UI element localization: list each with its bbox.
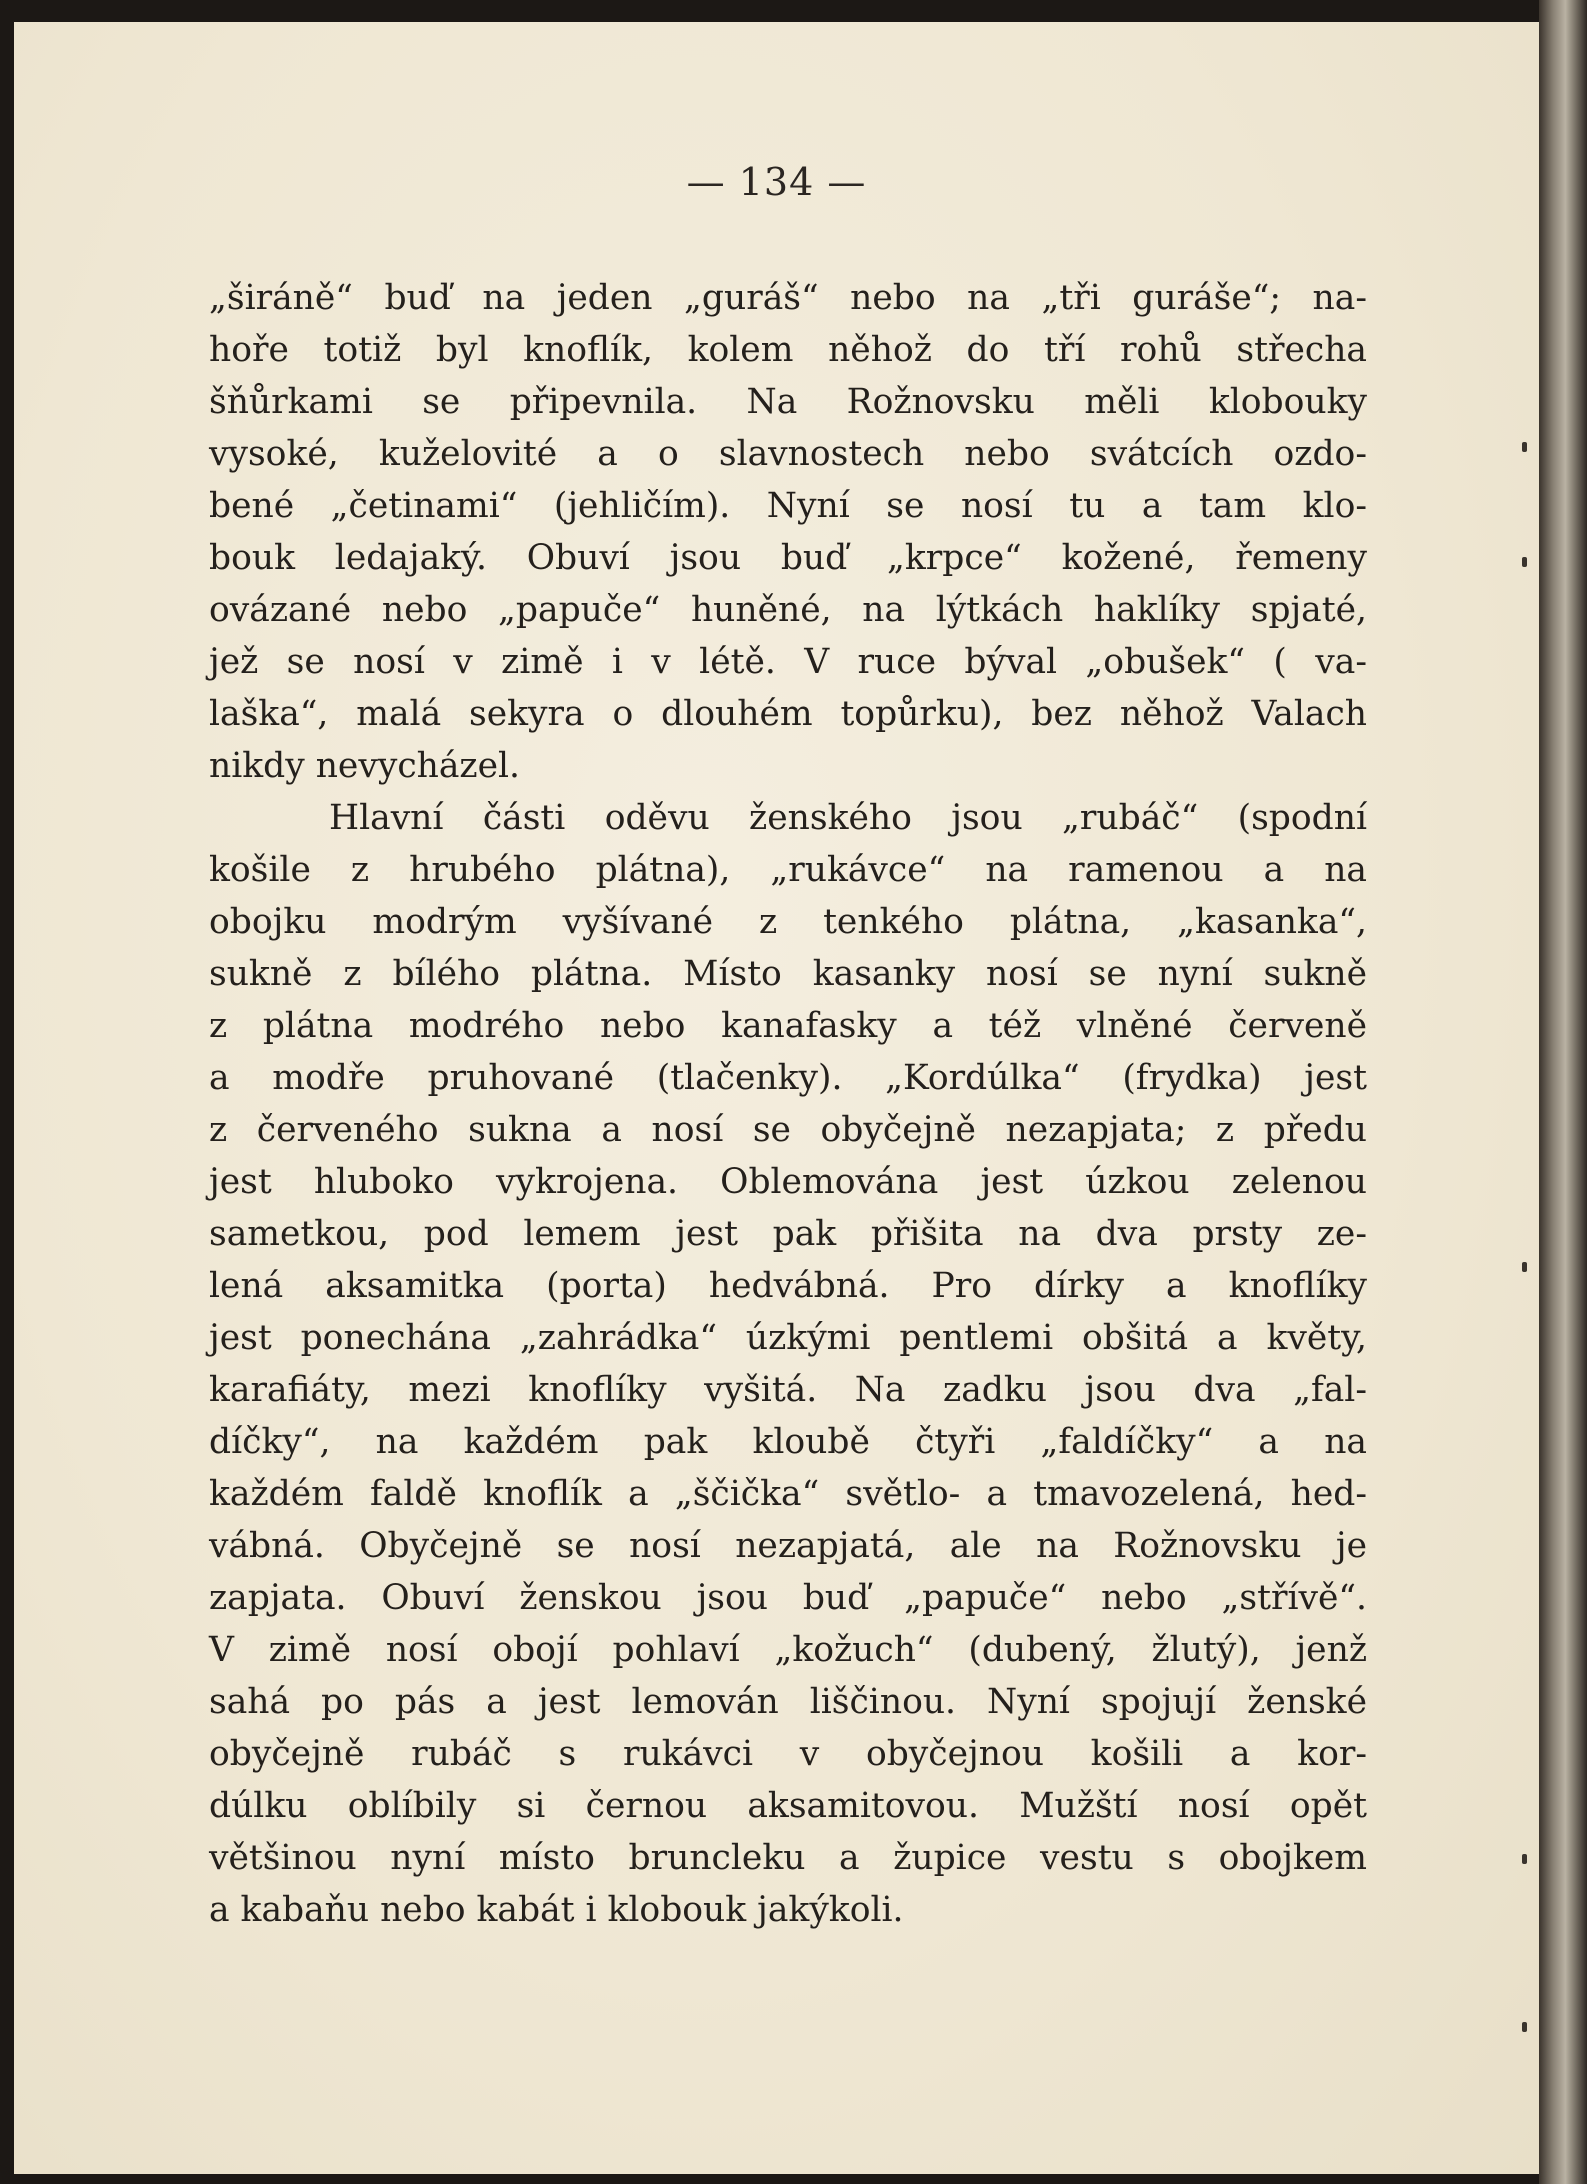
- text-line: obyčejně rubáč s rukávci v obyčejnou košili a kor-: [209, 1734, 1367, 1774]
- text-line: jest hluboko vykrojena. Oblemována jest úzkou zelenou: [209, 1162, 1367, 1202]
- scan-speck: [1522, 1262, 1527, 1272]
- text-line: jest ponechána „zahrádka“ úzkými pentlemi obšitá a květy,: [209, 1318, 1367, 1358]
- text-line: a modře pruhované (tlačenky). „Kordúlka“ (frydka) jest: [209, 1058, 1367, 1098]
- text-line: laška“, malá sekyra o dlouhém topůrku), bez něhož Valach: [209, 694, 1367, 734]
- text-line: většinou nyní místo bruncleku a župice vestu s obojkem: [209, 1838, 1367, 1878]
- text-line: sametkou, pod lemem jest pak přišita na dva prsty ze-: [209, 1214, 1367, 1254]
- text-line: díčky“, na každém pak kloubě čtyři „faldíčky“ a na: [209, 1422, 1367, 1462]
- text-line: bené „četinami“ (jehličím). Nyní se nosí tu a tam klo-: [209, 486, 1367, 526]
- body-text: [209, 272, 1367, 1936]
- text-line: lená aksamitka (porta) hedvábná. Pro dírky a knoflíky: [209, 1266, 1367, 1306]
- text-line: košile z hrubého plátna), „rukávce“ na ramenou a na: [209, 850, 1367, 890]
- text-line: sukně z bílého plátna. Místo kasanky nosí se nyní sukně: [209, 954, 1367, 994]
- text-line: vysoké, kuželovité a o slavnostech nebo svátcích ozdo-: [209, 434, 1367, 474]
- text-line: „širáně“ buď na jeden „guráš“ nebo na „tři guráše“; na-: [209, 278, 1367, 318]
- text-line: vábná. Obyčejně se nosí nezapjatá, ale na Rožnovsku je: [209, 1526, 1367, 1566]
- text-line: ovázané nebo „papuče“ huněné, na lýtkách haklíky spjaté,: [209, 590, 1367, 630]
- text-line: zapjata. Obuví ženskou jsou buď „papuče“ nebo „střívě“.: [209, 1578, 1367, 1618]
- text-line: hoře totiž byl knoflík, kolem něhož do tří rohů střecha: [209, 330, 1367, 370]
- book-spine-edge: [1539, 0, 1587, 2184]
- text-line: šňůrkami se připevnila. Na Rožnovsku měli klobouky: [209, 382, 1367, 422]
- text-line: jež se nosí v zimě i v létě. V ruce býval „obušek“ ( va-: [209, 642, 1367, 682]
- scan-speck: [1522, 442, 1527, 452]
- text-line: a kabaňu nebo kabát i klobouk jakýkoli.: [209, 1890, 904, 1930]
- text-line: dúlku oblíbily si černou aksamitovou. Mužští nosí opět: [209, 1786, 1367, 1826]
- scan-speck: [1522, 2022, 1527, 2032]
- book-page: [14, 22, 1539, 2174]
- text-line: z červeného sukna a nosí se obyčejně nezapjata; z předu: [209, 1110, 1367, 1150]
- text-line: Hlavní části oděvu ženského jsou „rubáč“ (spodní: [329, 798, 1367, 838]
- text-line: karafiáty, mezi knoflíky vyšitá. Na zadku jsou dva „fal-: [209, 1370, 1367, 1410]
- text-line: obojku modrým vyšívané z tenkého plátna, „kasanka“,: [209, 902, 1367, 942]
- text-line: každém faldě knoflík a „ščička“ světlo- a tmavozelená, hed-: [209, 1474, 1367, 1514]
- scan-speck: [1522, 557, 1527, 567]
- text-line: bouk ledajaký. Obuví jsou buď „krpce“ kožené, řemeny: [209, 538, 1367, 578]
- text-line: z plátna modrého nebo kanafasky a též vlněné červeně: [209, 1006, 1367, 1046]
- page-number: — 134 —: [686, 160, 867, 204]
- scan-speck: [1522, 1854, 1527, 1864]
- text-line: nikdy nevycházel.: [209, 746, 521, 786]
- text-line: V zimě nosí obojí pohlaví „kožuch“ (dubený, žlutý), jenž: [209, 1630, 1367, 1670]
- text-line: sahá po pás a jest lemován liščinou. Nyní spojují ženské: [209, 1682, 1367, 1722]
